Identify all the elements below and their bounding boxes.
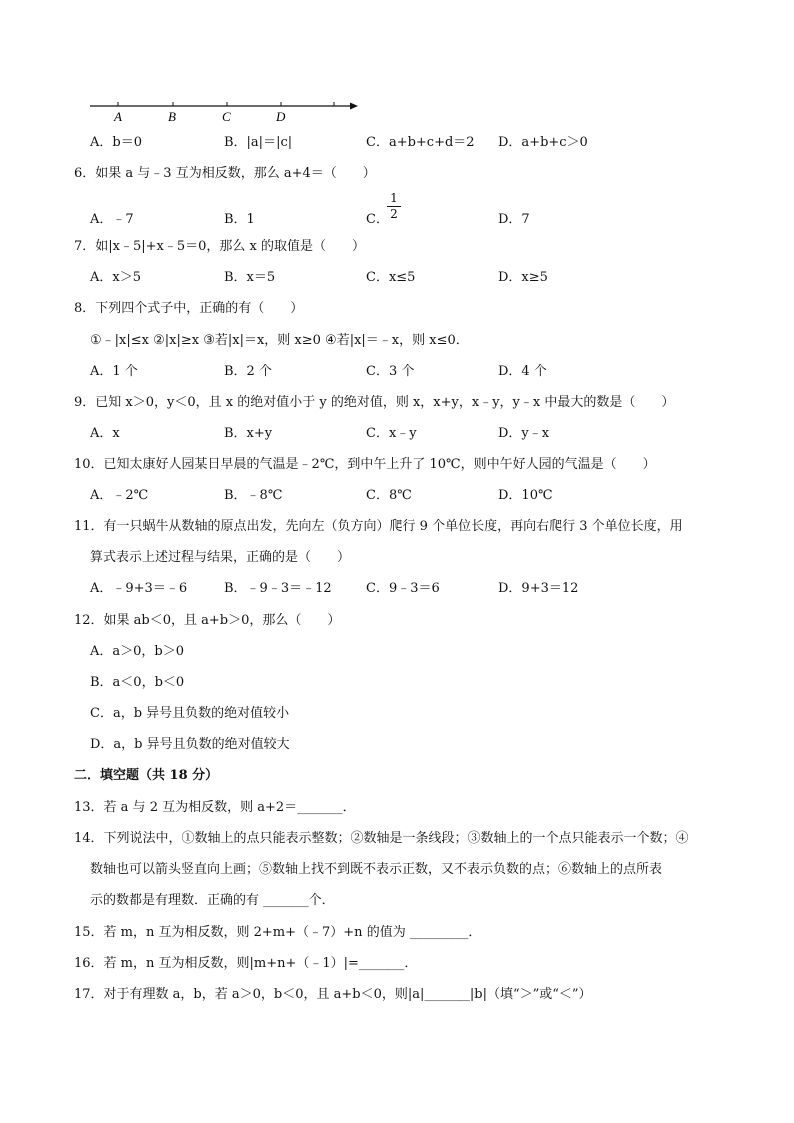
q16-text: 16．若 m，n 互为相反数，则|m+n+（﹣1）|=_______． xyxy=(74,956,418,971)
q7-option-b: B．x＝5 xyxy=(224,270,276,285)
q6-option-b: B．1 xyxy=(224,212,255,227)
label-c: C xyxy=(222,109,231,124)
section-heading-fill-in: 二．填空题（共 18 分） xyxy=(74,768,219,783)
q14-line3: 示的数都是有理数．正确的有 _______个． xyxy=(90,893,335,908)
q8-statement: ①﹣|x|≤x ②|x|≥x ③若|x|＝x，则 x≥0 ④若|x|＝﹣x，则 x≤0． xyxy=(90,333,469,348)
q10-option-a: A．﹣2℃ xyxy=(90,488,149,503)
fraction-numerator: 1 xyxy=(390,191,398,205)
q8-option-b: B．2 个 xyxy=(224,364,272,379)
q5-option-c: C．a+b+c+d＝2 xyxy=(366,135,475,150)
q5-option-d: D．a+b+c＞0 xyxy=(498,135,588,150)
q6-fraction xyxy=(387,192,401,221)
q5-option-b: B．|a|＝|c| xyxy=(224,135,293,150)
q9-option-d: D．y﹣x xyxy=(498,426,550,441)
q11-stem-line2: 算式表示上述过程与结果，正确的是（ ） xyxy=(90,550,351,565)
label-d: D xyxy=(276,109,286,124)
q11-option-b: B．﹣9﹣3＝﹣12 xyxy=(224,581,332,596)
q8-option-c: C．3 个 xyxy=(366,364,415,379)
q8-option-d: D．4 个 xyxy=(498,364,547,379)
q7-option-d: D．x≥5 xyxy=(498,270,548,285)
q12-option-d: D．a，b 异号且负数的绝对值较大 xyxy=(90,737,290,752)
label-a: A xyxy=(114,109,122,124)
q8-option-a: A．1 个 xyxy=(90,364,138,379)
number-line-arrow-icon xyxy=(350,103,358,110)
q9-stem: 9．已知 x＞0，y＜0，且 x 的绝对值小于 y 的绝对值，则 x，x+y，x﹣y，y﹣x 中最大的数是（ ） xyxy=(74,395,675,410)
q11-stem-line1: 11．有一只蜗牛从数轴的原点出发，先向左（负方向）爬行 9 个单位长度，再向右爬行 3 个单位长度，用 xyxy=(74,519,683,534)
q6-option-a: A．﹣7 xyxy=(90,212,134,227)
q12-stem: 12．如果 ab＜0，且 a+b＞0，那么（ ） xyxy=(74,613,341,628)
q7-option-c: C．x≤5 xyxy=(366,270,416,285)
q15-text: 15．若 m，n 互为相反数，则 2+m+（﹣7）+n 的值为 _________． xyxy=(74,925,482,940)
q7-stem: 7．如|x﹣5|+x﹣5＝0，那么 x 的取值是（ ） xyxy=(74,239,365,254)
q7-option-a: A．x＞5 xyxy=(90,270,141,285)
q8-stem: 8．下列四个式子中，正确的有（ ） xyxy=(74,301,304,316)
q17-text: 17．对于有理数 a，b，若 a＞0，b＜0，且 a+b＜0，则|a|_______|b|（填“＞”或“＜”） xyxy=(74,987,592,1002)
fraction-denominator: 2 xyxy=(390,207,398,221)
q6-option-c: C． xyxy=(366,212,389,227)
q10-option-c: C．8℃ xyxy=(366,488,412,503)
q14-line1: 14．下列说法中，①数轴上的点只能表示整数；②数轴是一条线段；③数轴上的一个点只能表示一个数；④ xyxy=(74,831,689,846)
q12-option-c: C．a，b 异号且负数的绝对值较小 xyxy=(90,706,290,721)
q6-option-d: D．7 xyxy=(498,212,530,227)
q10-stem: 10．已知太康好人园某日早晨的气温是﹣2℃，到中午上升了 10℃，则中午好人园的气温是（ ） xyxy=(74,457,656,472)
q13-text: 13．若 a 与 2 互为相反数，则 a+2＝_______． xyxy=(74,800,356,815)
number-line-figure xyxy=(88,96,368,128)
q6-stem: 6．如果 a 与﹣3 互为相反数，那么 a+4＝（ ） xyxy=(74,166,376,181)
q14-line2: 数轴也可以箭头竖直向上画；⑤数轴上找不到既不表示正数，又不表示负数的点；⑥数轴上的点所表 xyxy=(90,862,663,877)
q10-option-d: D．10℃ xyxy=(498,488,553,503)
q10-option-b: B．﹣8℃ xyxy=(224,488,283,503)
q11-option-d: D．9+3＝12 xyxy=(498,581,579,596)
q12-option-b: B．a＜0，b＜0 xyxy=(90,675,185,690)
q12-option-a: A．a＞0，b＞0 xyxy=(90,644,185,659)
label-b: B xyxy=(168,109,176,124)
q9-option-a: A．x xyxy=(90,426,120,441)
q9-option-c: C．x﹣y xyxy=(366,426,417,441)
q11-option-a: A．﹣9+3＝﹣6 xyxy=(90,581,188,596)
q5-option-a: A．b＝0 xyxy=(90,135,142,150)
q11-option-c: C．9﹣3＝6 xyxy=(366,581,440,596)
q9-option-b: B．x+y xyxy=(224,426,273,441)
